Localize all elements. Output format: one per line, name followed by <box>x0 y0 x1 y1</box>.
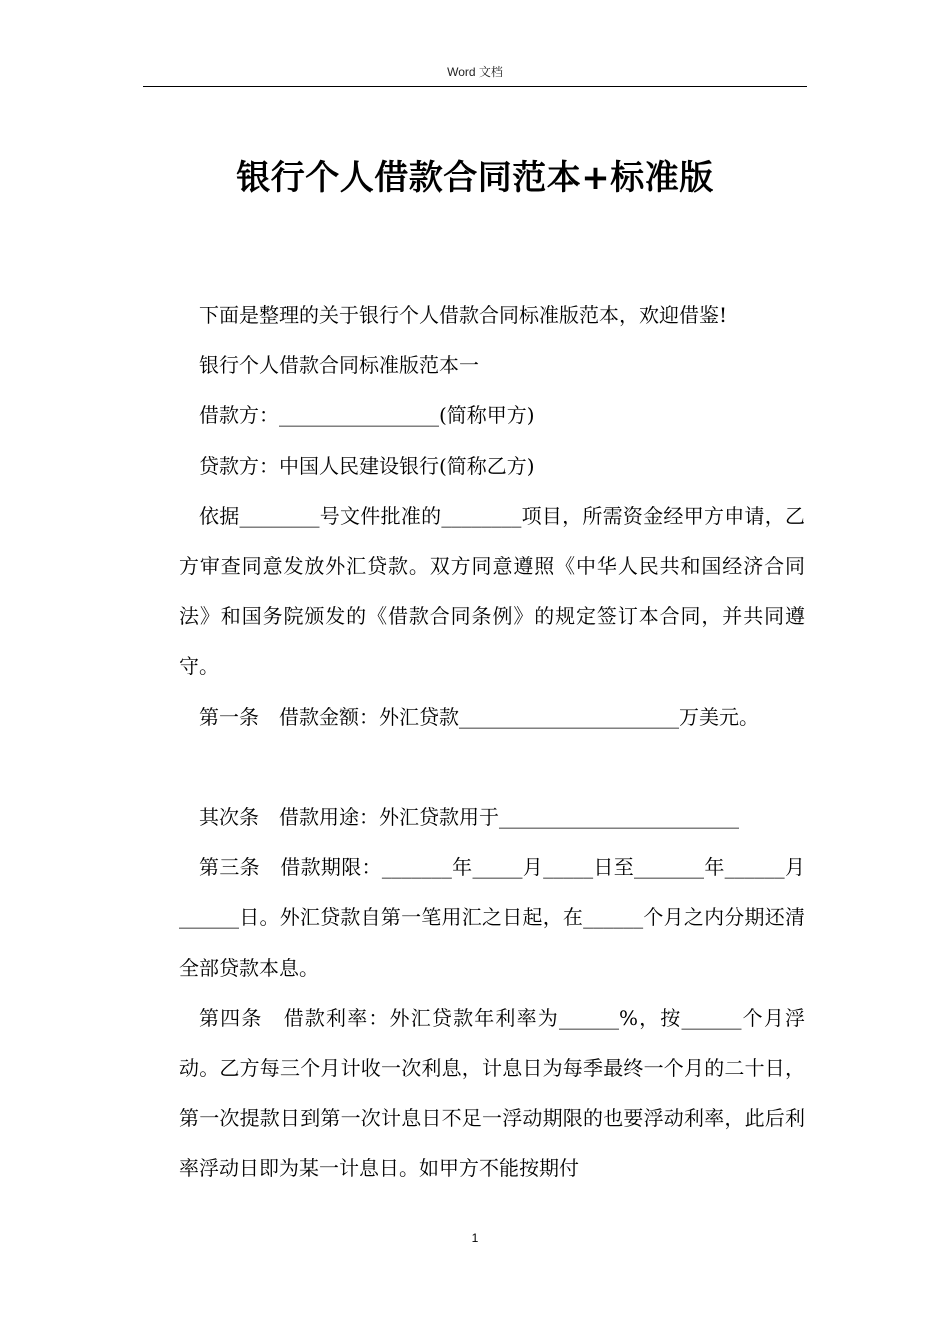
paragraph-borrower: 借款方：________________(简称甲方) <box>199 403 535 428</box>
paragraph-template-heading: 银行个人借款合同标准版范本一 <box>199 353 479 378</box>
clause-4-interest: 第四条 借款利率：外汇贷款年利率为______%，按______个月浮动。乙方每三个月计收一次利息，计息日为每季最终一个月的二十日，第一次提款日到第一次计息日不足一浮动期限的也要浮动利率，此后利率浮动日即为某一计息日。如甲方不能按期付 <box>179 1005 805 1181</box>
paragraph-lender: 贷款方：中国人民建设银行(简称乙方) <box>199 453 535 478</box>
clause-1-amount: 第一条 借款金额：外汇贷款______________________万美元。 <box>199 704 759 729</box>
clause-3-term: 第三条 借款期限：_______年_____月_____日至_______年______月______日。外汇贷款自第一笔用汇之日起，在______个月之内分期还清全部贷款本息。 <box>179 855 805 980</box>
paragraph-basis: 依据________号文件批准的________项目，所需资金经甲方申请，乙方审查同意发放外汇贷款。双方同意遵照《中华人民共和国经济合同法》和国务院颁发的《借款合同条例》的规定签订本合同，并共同遵守。 <box>179 503 805 679</box>
page-number: 1 <box>471 1231 479 1245</box>
paragraph-intro: 下面是整理的关于银行个人借款合同标准版范本，欢迎借鉴! <box>199 303 728 327</box>
document-title: 银行个人借款合同范本+标准版 <box>236 158 714 198</box>
blank-line <box>179 742 805 792</box>
header-divider <box>143 86 807 87</box>
document-body <box>179 290 805 1194</box>
page-header-label: Word 文档 <box>447 65 503 79</box>
clause-2-purpose: 其次条 借款用途：外汇贷款用于________________________ <box>199 805 739 830</box>
